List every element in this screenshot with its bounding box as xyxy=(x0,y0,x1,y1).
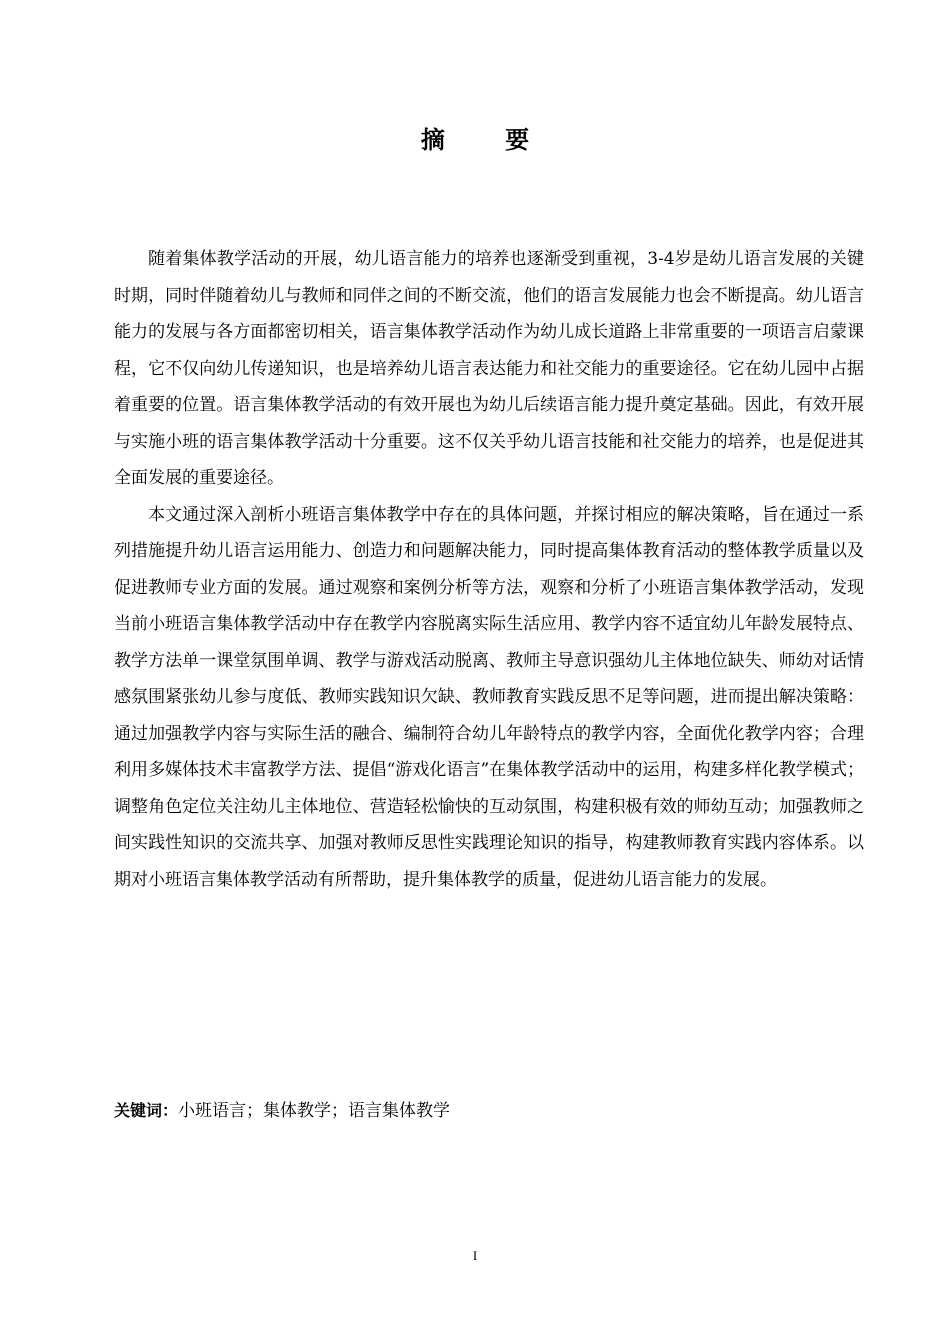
page-number: I xyxy=(472,1248,478,1263)
page-title: 摘 要 xyxy=(420,125,556,154)
abstract-paragraph-1: 随着集体教学活动的开展，幼儿语言能力的培养也逐渐受到重视，3-4岁是幼儿语言发展的关键时期，同时伴随着幼儿与教师和同伴之间的不断交流，他们的语言发展能力也会不断提高。幼儿语言能力的发展与各方面都密切相关，语言集体教学活动作为幼儿成长道路上非常重要的一项语言启蒙课程，它不仅向幼儿传递知识，也是培养幼儿语言表达能力和社交能力的重要途径。它在幼儿园中占据着重要的位置。语言集体教学活动的有效开展也为幼儿后续语言能力提升奠定基础。因此，有效开展与实施小班的语言集体教学活动十分重要。这不仅关乎幼儿语言技能和社交能力的培养，也是促进其全面发展的重要途径。 xyxy=(114,249,864,488)
abstract-body xyxy=(114,241,864,898)
keywords-line xyxy=(114,1096,450,1121)
keywords-text: 小班语言；集体教学；语言集体教学 xyxy=(178,1101,451,1121)
keywords-label: 关键词： xyxy=(114,1101,179,1120)
abstract-paragraph-2: 本文通过深入剖析小班语言集体教学中存在的具体问题，并探讨相应的解决策略，旨在通过一系列措施提升幼儿语言运用能力、创造力和问题解决能力，同时提高集体教育活动的整体教学质量以及促进教师专业方面的发展。通过观察和案例分析等方法，观察和分析了小班语言集体教学活动，发现当前小班语言集体教学活动中存在教学内容脱离实际生活应用、教学内容不适宜幼儿年龄发展特点、教学方法单一课堂氛围单调、教学与游戏活动脱离、教师主导意识强幼儿主体地位缺失、师幼对话情感氛围紧张幼儿参与度低、教师实践知识欠缺、教师教育实践反思不足等问题，进而提出解决策略：通过加强教学内容与实际生活的融合、编制符合幼儿年龄特点的教学内容，全面优化教学内容；合理利用多媒体技术丰富教学方法、提倡“游戏化语言”在集体教学活动中的运用，构建多样化教学模式；调整角色定位关注幼儿主体地位、营造轻松愉快的互动氛围，构建积极有效的师幼互动；加强教师之间实践性知识的交流共享、加强对教师反思性实践理论知识的指导，构建教师教育实践内容体系。以期对小班语言集体教学活动有所帮助，提升集体教学的质量，促进幼儿语言能力的发展。 xyxy=(114,504,864,890)
